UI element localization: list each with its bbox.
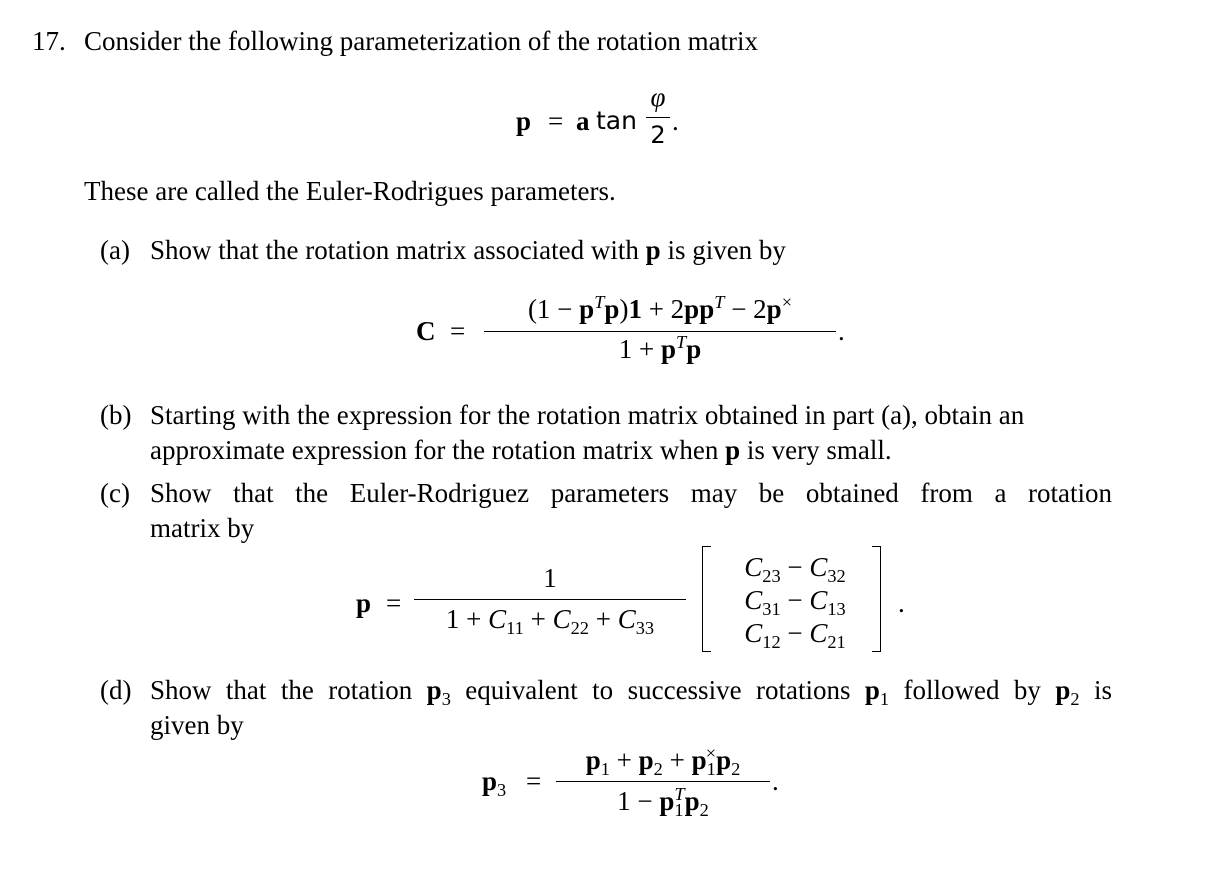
part-d-line1: Show that the rotation $p_3$ equivalent to successive rotations $p_1$ followed by $p_2$ is (150, 675, 1113, 709)
equation-period: . (672, 106, 679, 136)
problem-number: 17. (32, 26, 66, 56)
tan-function: tan (596, 106, 637, 135)
equals-sign: = (450, 316, 466, 346)
right-bracket (872, 546, 881, 652)
vector-row-3: $C_{12} - C_{21}$ (744, 618, 846, 652)
numerator-one: 1 (543, 563, 557, 593)
part-b-line1: Starting with the expression for the rotation matrix obtained in part (a), obtain an (150, 400, 1025, 430)
equals-sign: = (386, 588, 402, 618)
euler-rodrigues-sentence: These are called the Euler-Rodrigues parameters. (84, 176, 616, 206)
fraction-phi-over-2 (646, 82, 670, 152)
fraction-bar (646, 117, 670, 118)
symbol-p3: $p_3$ (482, 766, 507, 800)
part-a-text: Show that the rotation matrix associated with p is given by (150, 235, 786, 265)
fraction-bar (414, 599, 686, 600)
equation-period: . (772, 766, 779, 796)
part-d-label: (d) (100, 675, 132, 705)
equals-sign: = (548, 106, 564, 136)
symbol-a: a (576, 106, 590, 136)
part-c-line1: Show that the Euler-Rodriguez parameters may be obtained from a rotation (150, 478, 1112, 508)
equals-sign: = (526, 766, 542, 796)
symbol-C: C (416, 316, 436, 346)
fraction-bar (484, 331, 836, 332)
vector-row-2: $C_{31} - C_{13}$ (744, 585, 846, 619)
part-d-line2: given by (150, 710, 244, 740)
part-b-line2: approximate expression for the rotation matrix when p is very small. (150, 435, 892, 465)
part-c-line2: matrix by (150, 513, 255, 543)
numerator-composition: $p_1 + p_2 + p_1^\times p_2$ (585, 742, 741, 779)
denominator-c: $1 + p^Tp$ (618, 331, 702, 364)
part-a-label: (a) (100, 235, 130, 265)
part-c-label: (c) (100, 478, 130, 508)
symbol-p: p (356, 588, 372, 618)
denominator-trace: $1 + C_{11} + C_{22} + C_{33}$ (445, 604, 655, 638)
equation-period: . (838, 316, 845, 346)
left-bracket (702, 546, 711, 652)
numerator-c: $(1 - p^Tp)1 + 2pp^T - 2p^\times$ (527, 291, 793, 324)
phi-symbol: φ (650, 82, 666, 112)
denominator-two: 2 (650, 121, 666, 149)
problem-intro: Consider the following parameterization of the rotation matrix (84, 26, 759, 56)
fraction-composition (556, 744, 770, 824)
equation-period: . (898, 588, 905, 618)
fraction-c-expression (484, 292, 836, 372)
denominator-composition: $1 - p_1^Tp_2$ (617, 783, 709, 820)
symbol-p: p (516, 106, 532, 136)
vector-row-1: $C_{23} - C_{32}$ (744, 552, 846, 586)
fraction-bar (556, 781, 770, 782)
part-b-label: (b) (100, 400, 132, 430)
fraction-inverse-trace (414, 562, 686, 644)
